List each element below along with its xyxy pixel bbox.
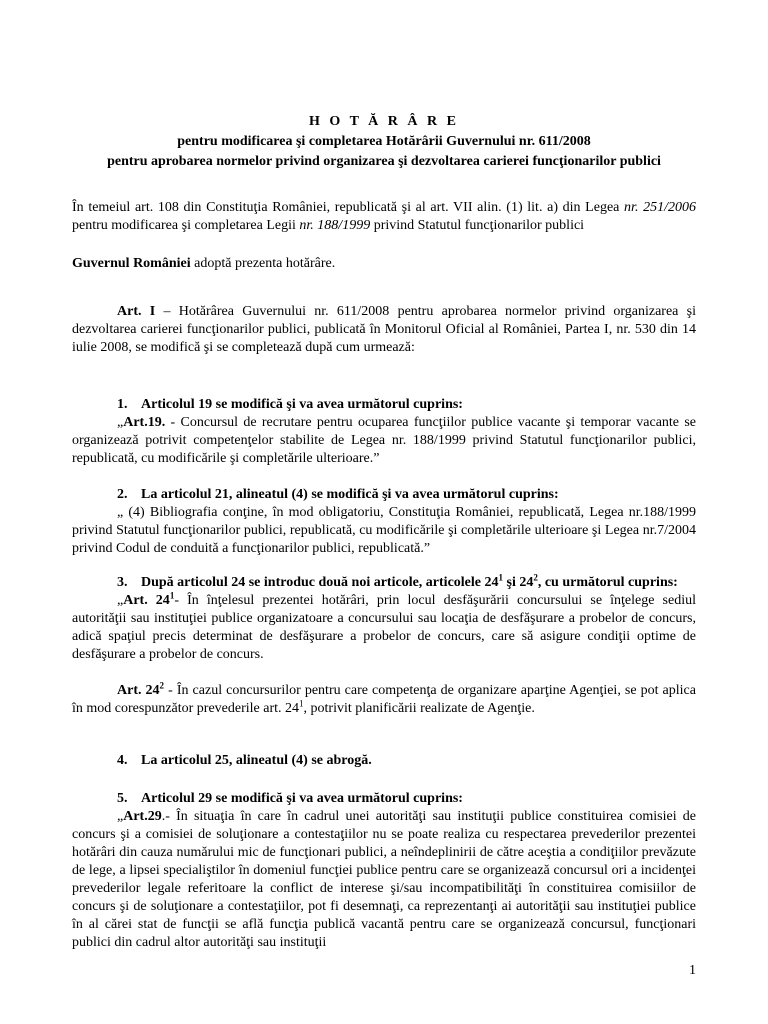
amendment-item-1 [72,396,696,468]
article-i-text: – Hotărârea Guvernului nr. 611/2008 pentru aprobarea normelor privind organizarea şi dezvoltarea carierei funcţionarilor publici, publicată în Monitorul Oficial al României, Partea I, nr. 530 din 14 iulie 2008, se modifică şi se completează după cum urmează: [72,304,697,355]
superscript: 2 [533,572,538,583]
document-title [72,112,696,172]
amendment-item-3 [72,574,696,718]
item-5-heading [72,790,696,808]
item-2-heading [72,486,696,504]
title-purpose: pentru aprobarea normelor privind organizarea şi dezvoltarea carierei funcţionarilor publici [107,154,661,169]
amendment-item-2 [72,486,696,558]
article-i-label: Art. I [117,304,156,319]
intro-law-1: nr. 251/2006 [624,200,696,215]
government-name: Guvernul României [72,256,191,271]
legal-basis-paragraph [72,199,696,235]
art-24-2-text-b: , potrivit planificării realizate de Agenţie. [303,701,535,716]
item-5-article-label: Art.29 [123,809,162,824]
item-1-body [72,414,696,468]
item-5-number: 5. [117,791,128,806]
intro-text-3: privind Statutul funcţionarilor publici [370,218,585,233]
item-1-heading [72,396,696,414]
item-1-text: - Concursul de recrutare pentru ocuparea funcţiilor publice vacante şi temporar vacante se organizează potrivit competenţelor stabilite de Legea nr. 188/1999 privind Statutul funcţionarilor publici, republicată, cu modificările şi completările ulterioare.” [72,415,696,466]
item-5-body [72,808,696,952]
item-4-number: 4. [117,753,128,768]
superscript: 1 [169,590,175,601]
intro-text-1: În temeiul art. 108 din Constituţia României, republicată şi al art. VII alin. (1) lit. a) din Legea [72,200,625,215]
item-1-title: Articolul 19 se modifică şi va avea următorul cuprins: [141,397,463,412]
item-1-article-label: Art.19. [123,415,166,430]
page-number: 1 [689,963,696,978]
item-2-title: La articolul 21, alineatul (4) se modifică şi va avea următorul cuprins: [141,487,559,502]
intro-text-2: pentru modificarea şi completarea Legii [72,218,300,233]
art-24-1-text: - În înţelesul prezentei hotărâri, prin locul desfăşurării concursului se înţelege sediul autorităţii sau instituţiei publice organizatoare a concursului sau locaţia de desfăşurare a probelor de concurs, adică spaţiul precis determinat de desfăşurare a probelor de concurs, care să asigure condiţii optime de desfăşurare a probelor de concurs. [72,593,696,662]
item-3-number: 3. [117,575,128,590]
item-5-title: Articolul 29 se modifică şi va avea următorul cuprins: [141,791,463,806]
title-subject: pentru modificarea şi completarea Hotărârii Guvernului nr. 611/2008 [177,134,591,149]
item-3-body-art-24-1 [72,592,696,664]
art-24-1-label: Art. 24 [123,593,170,608]
amendment-item-4 [72,752,696,770]
government-adopts-paragraph [72,255,696,273]
art-24-2-label: Art. 24 [117,683,160,698]
art-24-2-text-a: - În cazul concursurilor pentru care competenţa de organizare aparţine Agenţiei, se pot aplica în mod corespunzător prevederile art. 24 [72,683,696,716]
item-3-title-b: şi 24 [503,575,534,590]
superscript: 1 [498,572,503,583]
item-2-number: 2. [117,487,128,502]
title-heading: H O T Ă R Â R E [309,114,459,129]
amendment-item-5 [72,790,696,952]
superscript: 2 [159,680,165,691]
item-3-body-art-24-2 [72,682,696,718]
item-4-heading [72,752,696,770]
superscript: 1 [299,698,304,709]
quote-open: „ [117,593,124,608]
item-3-title-a: După articolul 24 se introduc două noi articole, articolele 24 [141,575,499,590]
article-i-paragraph [72,303,696,357]
quote-open: „ [117,415,124,430]
quote-open: „ [117,809,124,824]
item-3-title-c: , cu următorul cuprins: [537,575,678,590]
item-1-number: 1. [117,397,128,412]
government-adopts-text: adoptă prezenta hotărâre. [190,256,336,271]
item-5-text: .- În situaţia în care în cadrul unei autorităţi sau instituţii publice constituirea comisiei de concurs şi a comisiei de soluţionare a contestaţiilor nu se poate realiza cu respectarea prevederilor prezentei hotărâri din cauza numărului mic de funcţionari publici, a neîndeplinirii de către aceştia a condiţiilor prevăzute de lege, a lipsei specialiştilor în domeniul funcţiei publice pentru care se organizează concursul ori a incidenţei prevederilor legale referitoare la conflict de interese şi/sau incompatibilităţi în constituirea comisiilor de concurs şi de soluţionare a contestaţiilor, pot fi desemnaţi, ca reprezentanţi ai autorităţii sau instituţiei publice în al cărei stat de funcţii se află funcţia publică vacantă pentru care se organizează concursul, funcţionari publici din cadrul altor autorităţi sau instituţii [72,809,696,950]
item-2-body: „ (4) Bibliografia conţine, în mod obligatoriu, Constituţia României, republicată, Legea nr.188/1999 privind Statutul funcţionarilor publici, republicată, cu modificările şi completările ulterioare şi Legea nr.7/2004 privind Codul de conduită a funcţionarilor publici, republicată.” [72,505,696,556]
item-3-heading [72,574,696,592]
item-4-title: La articolul 25, alineatul (4) se abrogă. [141,753,372,768]
intro-law-2: nr. 188/1999 [299,218,371,233]
